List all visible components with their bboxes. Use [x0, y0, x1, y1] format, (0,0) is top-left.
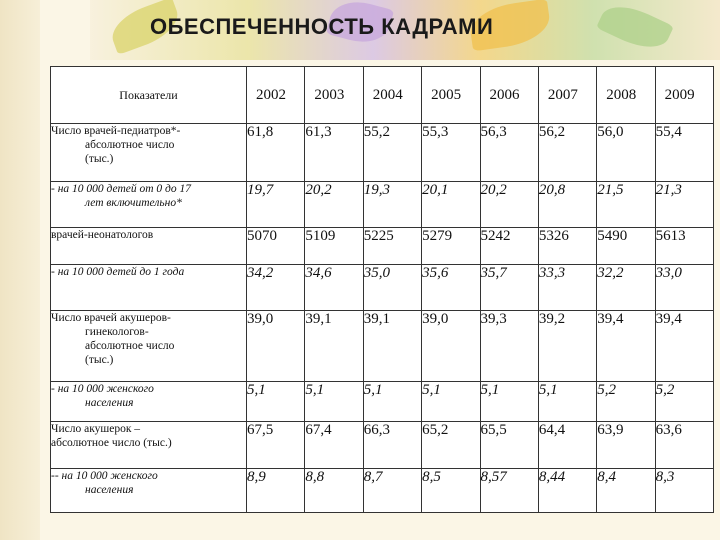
- staffing-table: [50, 66, 714, 513]
- row-label-line: Число акушерок –: [51, 422, 141, 435]
- table-cell: 5,1: [305, 381, 363, 421]
- table-cell: 35,7: [480, 265, 538, 311]
- table-cell: 35,6: [422, 265, 480, 311]
- table-cell: 20,2: [305, 182, 363, 228]
- table-cell: 39,2: [538, 311, 596, 381]
- table-cell: 65,2: [422, 421, 480, 468]
- row-label-line: населения: [85, 483, 134, 496]
- row-label-line: гинекологов-: [85, 326, 149, 339]
- year-header: 2008: [597, 67, 655, 124]
- row-label: [51, 228, 247, 265]
- table-cell: 8,3: [655, 468, 713, 512]
- row-label-line: - на 10 000 детей от 0 до 17: [51, 183, 191, 196]
- table-cell: 5070: [247, 228, 305, 265]
- table-cell: 34,6: [305, 265, 363, 311]
- table-cell: 5242: [480, 228, 538, 265]
- table-cell: 56,2: [538, 124, 596, 182]
- table-cell: 39,0: [422, 311, 480, 381]
- table-cell: 56,0: [597, 124, 655, 182]
- table-cell: 5225: [363, 228, 421, 265]
- table-cell: 5,2: [655, 381, 713, 421]
- table-cell: 39,4: [597, 311, 655, 381]
- table-cell: 20,8: [538, 182, 596, 228]
- table-row: [51, 124, 714, 182]
- table-cell: 8,4: [597, 468, 655, 512]
- table-cell: 35,0: [363, 265, 421, 311]
- table-cell: 39,0: [247, 311, 305, 381]
- table-cell: 5490: [597, 228, 655, 265]
- row-label-line: Число врачей акушеров-: [51, 312, 171, 325]
- table-cell: 63,6: [655, 421, 713, 468]
- table-row: [51, 311, 714, 381]
- header-label: Показатели: [51, 67, 247, 124]
- year-header: 2007: [538, 67, 596, 124]
- row-label-line: Число врачей-педиатров*-: [51, 125, 181, 137]
- table-row: [51, 421, 714, 468]
- table-cell: 19,7: [247, 182, 305, 228]
- row-label: [51, 468, 247, 512]
- row-label-line: врачей-неонатологов: [51, 229, 154, 242]
- table-cell: 32,2: [597, 265, 655, 311]
- table-cell: 8,8: [305, 468, 363, 512]
- table-cell: 61,8: [247, 124, 305, 182]
- table-cell: 63,9: [597, 421, 655, 468]
- table-cell: 5,1: [480, 381, 538, 421]
- row-label-line: - на 10 000 женского: [51, 382, 154, 395]
- row-label-line: населения: [85, 396, 134, 409]
- table-row: [51, 228, 714, 265]
- table-cell: 39,1: [305, 311, 363, 381]
- row-label: [51, 421, 247, 468]
- row-label-line: абсолютное число: [85, 340, 175, 353]
- table-cell: 8,5: [422, 468, 480, 512]
- table-row: [51, 381, 714, 421]
- table-cell: 39,3: [480, 311, 538, 381]
- year-header: 2006: [480, 67, 538, 124]
- table-cell: 5,2: [597, 381, 655, 421]
- table-cell: 67,4: [305, 421, 363, 468]
- table-cell: 5,1: [422, 381, 480, 421]
- row-label-line: - на 10 000 детей до 1 года: [51, 266, 185, 279]
- table-cell: 8,9: [247, 468, 305, 512]
- row-label-line: (тыс.): [85, 153, 114, 165]
- table-cell: 19,3: [363, 182, 421, 228]
- row-label: [51, 182, 247, 228]
- table-row: [51, 468, 714, 512]
- year-header: 2004: [363, 67, 421, 124]
- table-cell: 65,5: [480, 421, 538, 468]
- table-cell: 5613: [655, 228, 713, 265]
- table-cell: 33,0: [655, 265, 713, 311]
- row-label-line: (тыс.): [85, 354, 114, 367]
- table-cell: 5,1: [247, 381, 305, 421]
- table-cell: 5279: [422, 228, 480, 265]
- row-label: [51, 124, 247, 182]
- table-cell: 64,4: [538, 421, 596, 468]
- row-label-line: абсолютное число (тыс.): [51, 436, 172, 449]
- table-cell: 5109: [305, 228, 363, 265]
- table-row: [51, 265, 714, 311]
- table-cell: 55,3: [422, 124, 480, 182]
- table-cell: 5,1: [363, 381, 421, 421]
- year-header: 2002: [247, 67, 305, 124]
- table-cell: 34,2: [247, 265, 305, 311]
- table-row: [51, 182, 714, 228]
- table-body: [51, 124, 714, 513]
- year-header: 2005: [422, 67, 480, 124]
- table-cell: 8,44: [538, 468, 596, 512]
- table-cell: 33,3: [538, 265, 596, 311]
- table-cell: 21,3: [655, 182, 713, 228]
- background-strip: [0, 0, 40, 540]
- table-cell: 20,2: [480, 182, 538, 228]
- table-cell: 67,5: [247, 421, 305, 468]
- table-cell: 55,2: [363, 124, 421, 182]
- row-label-line: лет включительно*: [85, 197, 182, 210]
- year-header: 2003: [305, 67, 363, 124]
- page-title: ОБЕСПЕЧЕННОСТЬ КАДРАМИ: [150, 14, 494, 39]
- table-cell: 8,57: [480, 468, 538, 512]
- table-cell: 66,3: [363, 421, 421, 468]
- row-label: [51, 311, 247, 381]
- table-cell: 20,1: [422, 182, 480, 228]
- table-cell: 5,1: [538, 381, 596, 421]
- table-cell: 61,3: [305, 124, 363, 182]
- table-cell: 55,4: [655, 124, 713, 182]
- table-cell: 39,4: [655, 311, 713, 381]
- row-label-line: абсолютное число: [85, 139, 175, 151]
- table-cell: 5326: [538, 228, 596, 265]
- table-cell: 21,5: [597, 182, 655, 228]
- year-header: 2009: [655, 67, 713, 124]
- row-label-line: -- на 10 000 женского: [51, 469, 158, 482]
- table-cell: 56,3: [480, 124, 538, 182]
- header-row: [51, 67, 714, 124]
- table-cell: 39,1: [363, 311, 421, 381]
- row-label: [51, 381, 247, 421]
- row-label: [51, 265, 247, 311]
- table-cell: 8,7: [363, 468, 421, 512]
